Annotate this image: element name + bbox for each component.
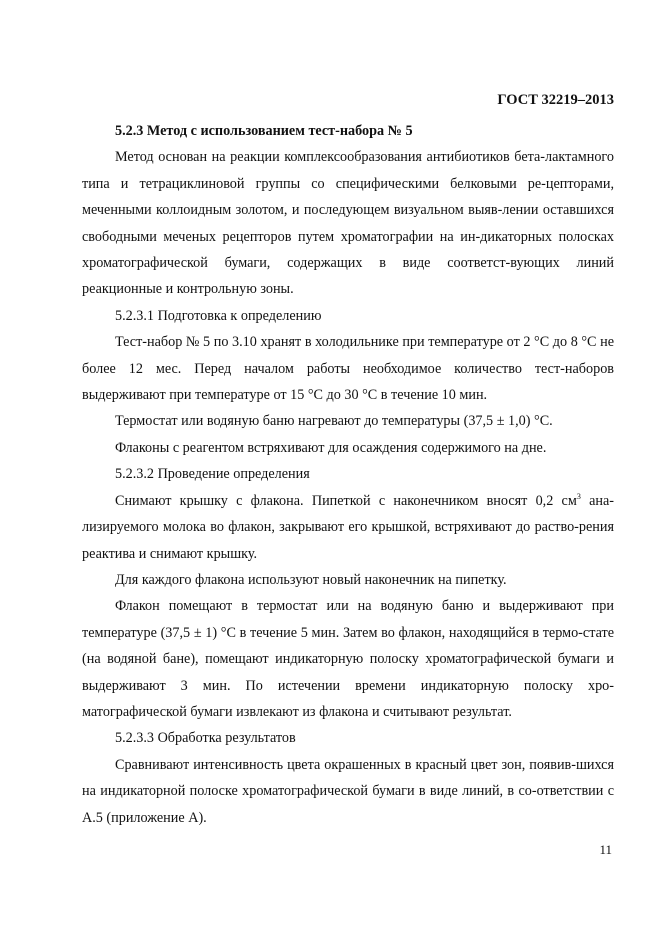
thermostat-paragraph: Термостат или водяную баню нагревают до температуры (37,5 ± 1,0) °С. bbox=[115, 413, 553, 430]
subsection-title-preparation: 5.2.3.1 Подготовка к определению bbox=[115, 307, 322, 324]
page-number: 11 bbox=[599, 842, 612, 857]
tip-paragraph: Для каждого флакона используют новый наконечник на пипетку. bbox=[115, 571, 507, 588]
incubation-paragraph: Флакон помещают в термостат или на водяную баню и выдерживают при температуре (37,5 ± 1) °С в течение 5 мин. Затем во флакон, находящийся в термо-стате (на водяной бане), помещают индикаторную полоску хроматографической бумаги и выдерживают 3 мин. По истечении времени индикаторную полоску хро-матографической бумаги извлекают из флакона и считывают результат. bbox=[82, 598, 614, 720]
vials-paragraph: Флаконы с реагентом встряхивают для осаждения содержимого на дне. bbox=[115, 439, 547, 456]
subsection-title-results: 5.2.3.3 Обработка результатов bbox=[115, 730, 296, 747]
cubic-superscript: 3 bbox=[576, 491, 581, 501]
storage-paragraph: Тест-набор № 5 по 3.10 хранят в холодильнике при температуре от 2 °С до 8 °С не более 12 мес. Перед началом работы необходимое количество тест-наборов выдерживают при температуре от 15 °С до 30 °С в течение 10 мин. bbox=[82, 334, 614, 404]
method-description: Метод основан на реакции комплексообразования антибиотиков бета-лактамного типа и тетрациклиновой группы со специфическими белковыми ре-цепторами, меченными коллоидным золотом, и последующем визуальном выяв-лении оставшихся свободными меченых рецепторов путем хроматографии на ин-дикаторных полосках хроматографической бумаги, содержащих в виде соответст-вующих линий реакционные и контрольную зоны. bbox=[82, 149, 614, 298]
subsection-title-procedure: 5.2.3.2 Проведение определения bbox=[115, 466, 310, 483]
document-body bbox=[82, 118, 614, 831]
section-title: 5.2.3 Метод с использованием тест-набора № 5 bbox=[115, 123, 413, 139]
pipette-paragraph bbox=[82, 488, 614, 567]
pipette-text-start: Снимают крышку с флакона. Пипеткой с наконечником вносят 0,2 см bbox=[115, 492, 577, 509]
pipette-text-end: ана-лизируемого молока во флакон, закрывают его крышкой, встряхивают до раство-рения реактива и снимают крышку. bbox=[82, 492, 614, 562]
results-paragraph: Сравнивают интенсивность цвета окрашенных в красный цвет зон, появив-шихся на индикаторной полоске хроматографической бумаги в виде линий, в со-ответствии с А.5 (приложение А). bbox=[82, 756, 614, 826]
standard-header: ГОСТ 32219–2013 bbox=[497, 92, 614, 108]
